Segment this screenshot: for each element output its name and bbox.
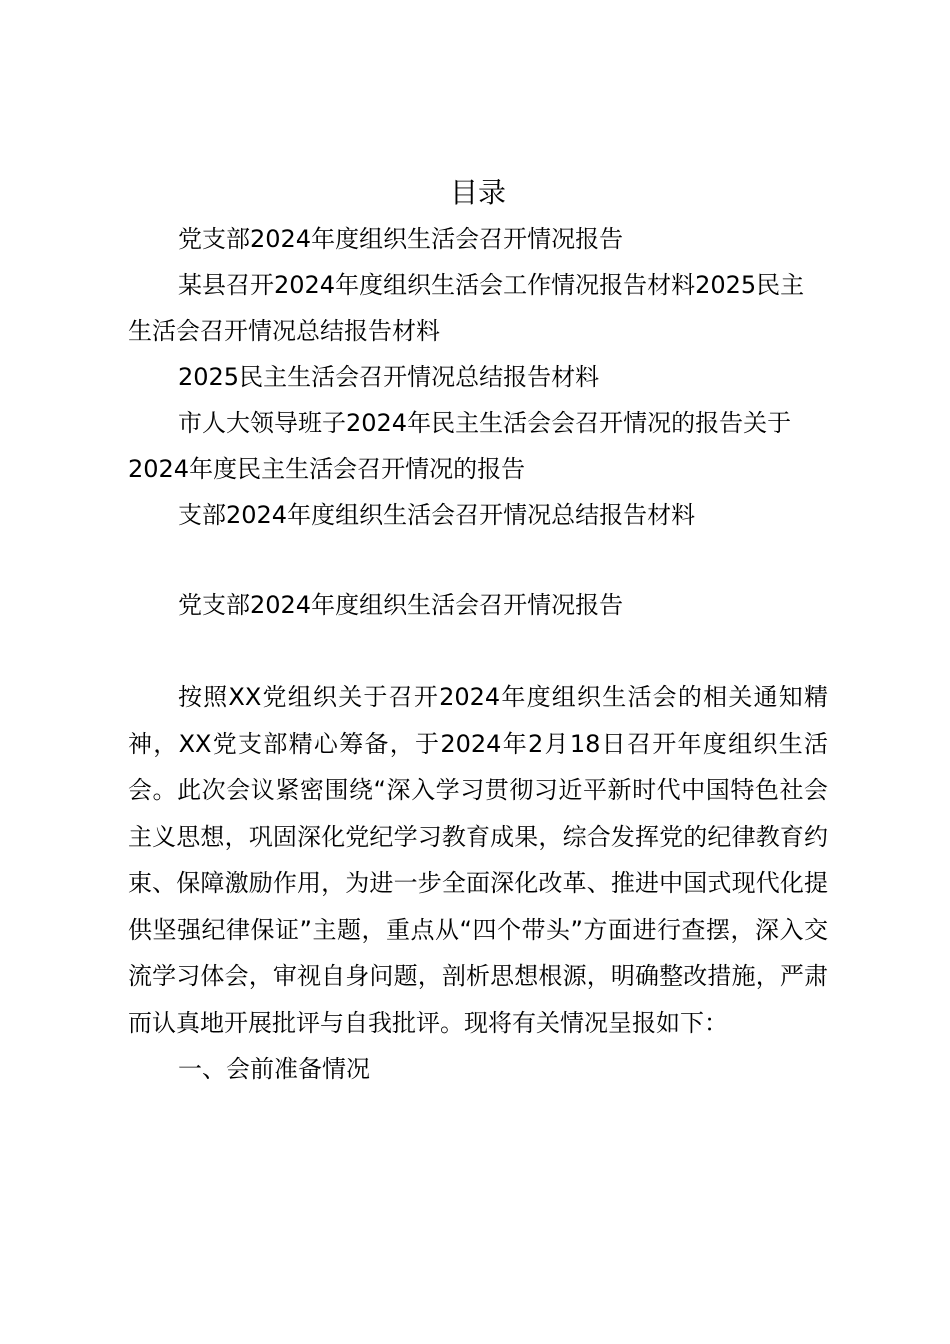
toc-item-2[interactable]: 某县召开2024年度组织生活会工作情况报告材料2025民主生活会召开情况总结报告材料	[128, 271, 805, 345]
toc-item-3[interactable]: 2025民主生活会召开情况总结报告材料	[178, 363, 600, 391]
spacer	[128, 538, 828, 582]
toc-title: 目录	[449, 176, 506, 209]
section-heading: 一、会前准备情况	[178, 1055, 370, 1083]
article-paragraph: 按照XX党组织关于召开2024年度组织生活会的相关通知精神，XX党支部精心筹备，于2024年2月18日召开年度组织生活会。此次会议紧密围绕“深入学习贯彻习近平新时代中国特色社会主义思想，巩固深化党纪学习教育成果，综合发挥党的纪律教育约束、保障激励作用，为进一步全面深化改革、推进中国式现代化提供坚强纪律保证”主题，重点从“四个带头”方面进行查摆，深入交流学习体会，审视自身问题，剖析思想根源，明确整改措施，严肃而认真地开展批评与自我批评。现将有关情况呈报如下：	[128, 683, 828, 1037]
toc-item-5[interactable]: 支部2024年度组织生活会召开情况总结报告材料	[178, 501, 696, 529]
spacer	[128, 628, 828, 674]
article-heading: 党支部2024年度组织生活会召开情况报告	[178, 591, 624, 619]
toc-list	[128, 216, 828, 538]
toc-item-1[interactable]: 党支部2024年度组织生活会召开情况报告	[178, 225, 624, 253]
toc-item-4[interactable]: 市人大领导班子2024年民主生活会会召开情况的报告关于2024年度民主生活会召开情况的报告	[128, 409, 792, 483]
document-page	[128, 170, 828, 1092]
